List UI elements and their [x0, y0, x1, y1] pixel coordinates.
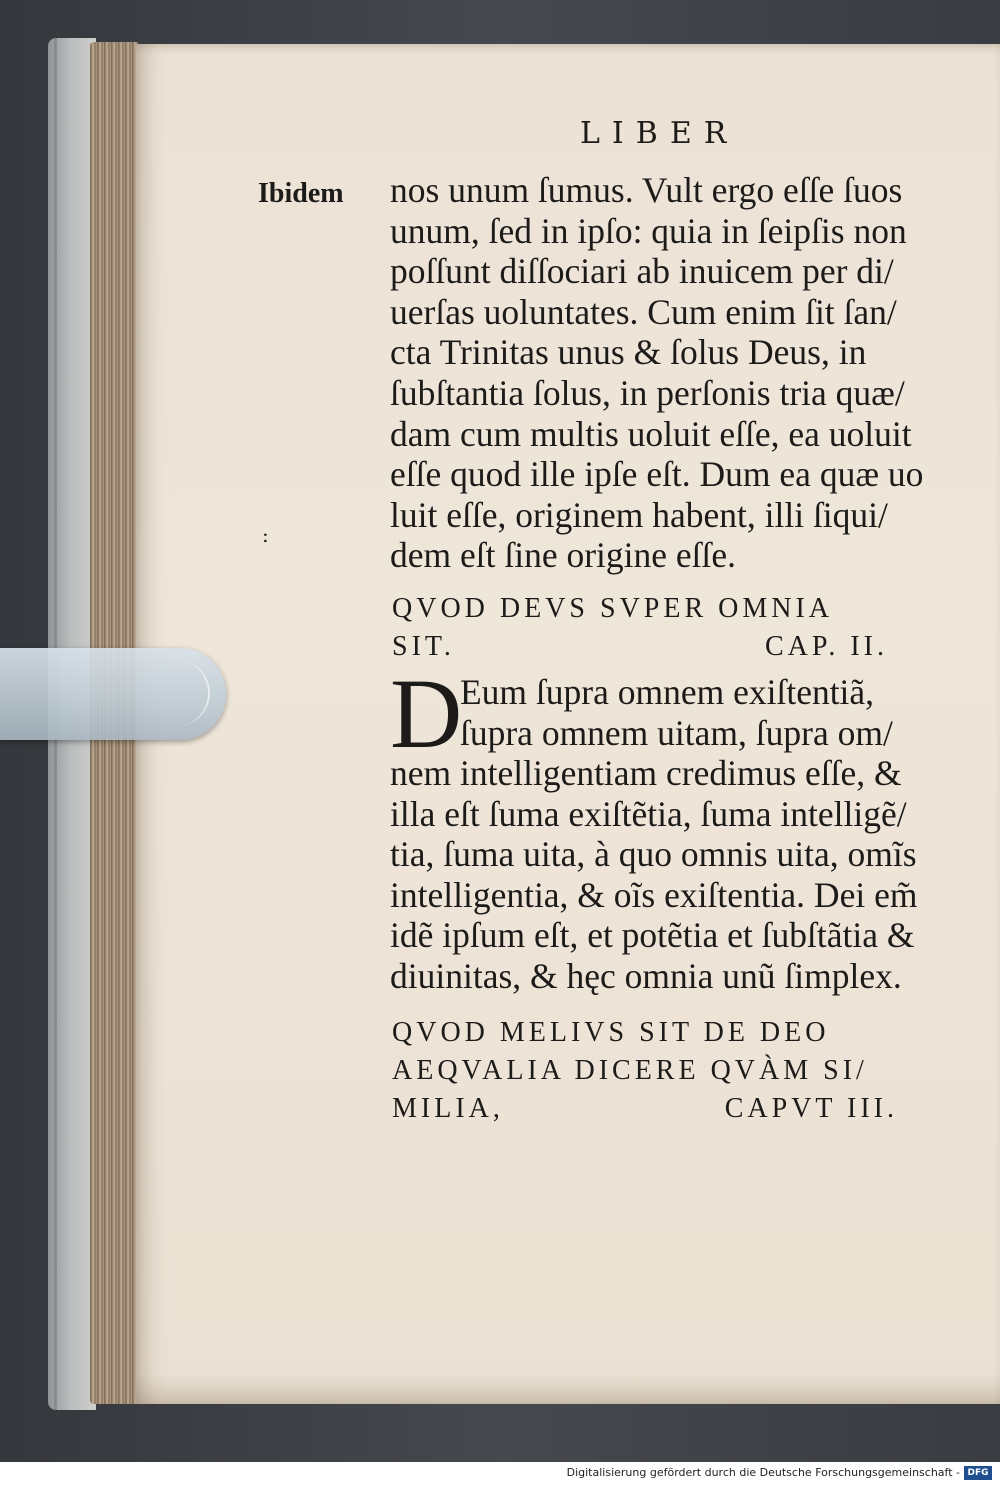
paragraph-1 — [390, 170, 942, 576]
text-line: ſubſtantia ſolus, in perſonis tria quæ/ — [390, 372, 905, 413]
heading-line: AEQVALIA DICERE QVÀM SI/ — [392, 1055, 868, 1086]
text-line: uerſas uoluntates. Cum enim ſit ſan/ — [390, 291, 897, 332]
text-line: tia, ſuma uita, à quo omnis uita, omĩs — [390, 834, 917, 874]
text-line: nem intelligentiam credimus eſſe, & — [390, 753, 902, 793]
text-line: eſſe quod ille ipſe eſt. Dum ea quæ uo — [390, 454, 924, 495]
chapter-heading-3 — [392, 1014, 948, 1128]
page-clip — [0, 648, 226, 740]
heading-line-left: SIT. — [392, 631, 455, 662]
chapter-number: CAP. II. — [764, 631, 888, 662]
text-line: idẽ ipſum eſt, et potẽtia et ſubſtãtia & — [390, 915, 915, 955]
paragraph-2 — [390, 658, 950, 996]
drop-cap: D — [390, 658, 463, 769]
chapter-number: CAPVT III. — [724, 1093, 898, 1124]
margin-note: Ibidem — [258, 178, 344, 209]
text-line: luit eſſe, originem habent, illi ſiqui/ — [390, 494, 888, 535]
text-line: Eum ſupra omnem exiſtentiã, — [460, 672, 875, 712]
running-head: LIBER — [580, 116, 739, 151]
digitization-credit: Digitalisierung gefördert durch die Deutsche Forschungsgemeinschaft - — [566, 1466, 960, 1479]
text-line: ſupra omnem uitam, ſupra om/ — [460, 712, 893, 753]
text-line: diuinitas, & hęc omnia unũ ſimplex. — [390, 955, 902, 996]
text-line: dam cum multis uoluit eſſe, ea uoluit — [390, 413, 912, 454]
text-line: illa eſt ſuma exiſtẽtia, ſuma intelligẽ/ — [390, 793, 907, 834]
chapter-heading-2 — [392, 590, 948, 666]
text-line: unum, ſed in ipſo: quia in ſeipſis non — [390, 210, 907, 251]
text-line: intelligentia, & oĩs exiſtentia. Dei em̃ — [390, 874, 918, 915]
text-line: cta Trinitas unus & ſolus Deus, in — [390, 332, 867, 373]
text-line: poſſunt diſſociari ab inuicem per di/ — [390, 251, 894, 292]
heading-line: QVOD DEVS SVPER OMNIA — [392, 593, 834, 624]
heading-line-left: MILIA, — [392, 1093, 504, 1124]
dfg-logo: DFG — [964, 1466, 992, 1480]
text-line: dem eſt ſine origine eſſe. — [390, 535, 737, 576]
heading-line: QVOD MELIVS SIT DE DEO — [392, 1017, 830, 1048]
text-line: nos unum ſumus. Vult ergo eſſe ſuos — [390, 170, 903, 210]
margin-marks: : — [262, 523, 269, 547]
